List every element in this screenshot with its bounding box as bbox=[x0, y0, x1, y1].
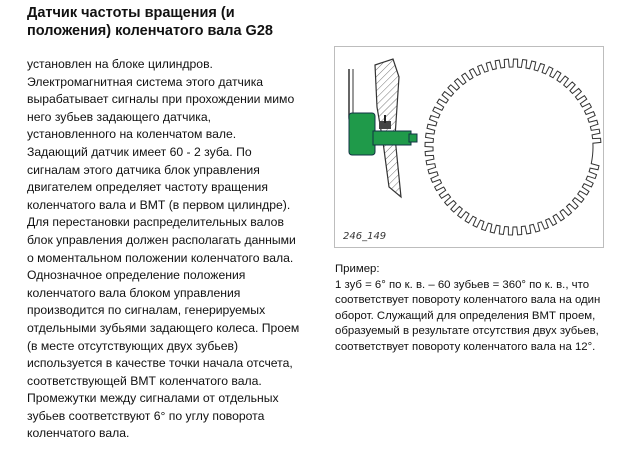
example-heading: Пример: bbox=[335, 263, 380, 275]
title-line-1: Датчик частоты вращения (и bbox=[27, 5, 235, 21]
sensor-diagram bbox=[334, 46, 604, 248]
body-line: используется в качестве точки начала отсчета, bbox=[27, 356, 293, 371]
body-line: Для перестановки распределительных валов bbox=[27, 215, 284, 230]
body-line: соответствующей ВМТ коленчатого вала. bbox=[27, 373, 262, 388]
trigger-wheel bbox=[425, 59, 601, 235]
figure-label: 246_149 bbox=[343, 231, 387, 242]
body-line: коленчатого вала. bbox=[27, 426, 130, 441]
title-line-2: положения) коленчатого вала G28 bbox=[27, 23, 273, 39]
body-line: установленного на коленчатом вале. bbox=[27, 127, 237, 142]
example-line: соответствует повороту коленчатого вала на 12°. bbox=[335, 340, 596, 353]
sensor-diagram-svg bbox=[335, 47, 604, 248]
body-line: Электромагнитная система этого датчика bbox=[27, 74, 264, 89]
body-line: зубьев соответствуют 6° по углу поворота bbox=[27, 408, 265, 423]
body-line: двигателем определяет частоту вращения bbox=[27, 180, 268, 195]
body-line: коленчатого вала и ВМТ (в первом цилиндре). bbox=[27, 197, 291, 212]
body-line: о моментальном положении коленчатого вала. bbox=[27, 250, 294, 265]
example-line: соответствует повороту коленчатого вала на один bbox=[335, 294, 601, 307]
description-text bbox=[27, 56, 327, 443]
body-line: установлен на блоке цилиндров. bbox=[27, 57, 213, 71]
body-line: (в месте отсутствующих двух зубьев) bbox=[27, 338, 239, 353]
example-line: оборот. Служащий для определения ВМТ проем, bbox=[335, 309, 596, 322]
body-line: сигналам этого датчика блок управления bbox=[27, 162, 260, 177]
body-line: производится по сигналам, генерируемых bbox=[27, 303, 266, 318]
body-line: Промежутки между сигналами от отдельных bbox=[27, 391, 279, 406]
body-line: Однозначное определение положения bbox=[27, 268, 246, 283]
body-line: вырабатывает сигналы при прохождении мимо bbox=[27, 92, 295, 107]
body-line: Задающий датчик имеет 60 - 2 зуба. По bbox=[27, 144, 252, 159]
body-line: него зубьев задающего датчика, bbox=[27, 109, 212, 124]
example-line: 1 зуб = 6° по к. в. – 60 зубьев = 360° по к. в., что bbox=[335, 278, 590, 291]
trigger-wheel-teeth bbox=[425, 59, 601, 235]
body-line: блок управления должен располагать данными bbox=[27, 232, 296, 247]
example-line: образуемый в результате отсутствия двух зубьев, bbox=[335, 325, 599, 338]
body-line: коленчатого вала блоком управления bbox=[27, 285, 241, 300]
page-title bbox=[27, 4, 327, 40]
example-block bbox=[335, 262, 625, 356]
body-line: отдельными зубьями задающего колеса. Проем bbox=[27, 320, 300, 335]
